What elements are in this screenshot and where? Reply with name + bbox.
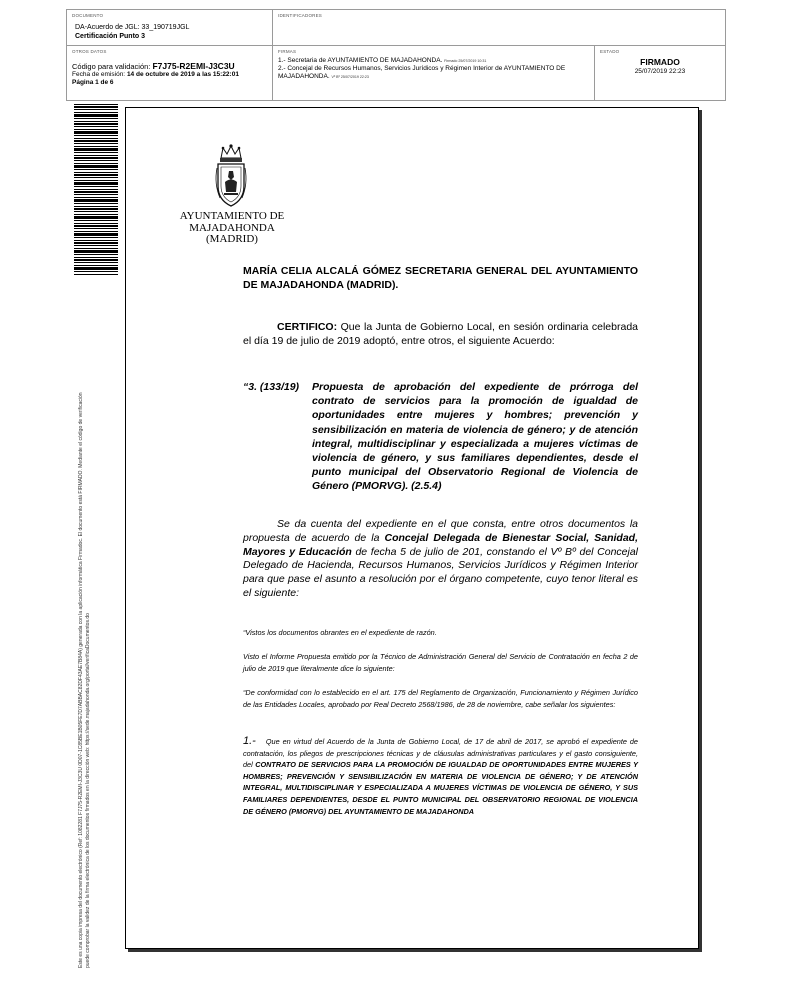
antecedente-1-text: Que en virtud del Acuerdo de la Junta de Gobierno Local, de 17 de abril de 2017, se aprobó el expediente de contratación, los pliegos de prescripciones técnicas y de cláusulas administrativas particulares y el gasto consiguiente, del xyxy=(243,737,638,770)
estado-cell xyxy=(595,46,725,100)
identificadores-cell xyxy=(273,10,725,45)
status-badge: FIRMADO xyxy=(640,57,680,67)
signature-1 xyxy=(278,57,590,65)
page-count: Página 1 de 6 xyxy=(72,79,114,86)
header-row-document xyxy=(66,9,726,46)
signature-1-text: 1.- Secretaria de AYUNTAMIENTO DE MAJADAHONDA. xyxy=(278,57,443,64)
agenda-item-title: Propuesta de aprobación del expediente de prórroga del contrato de servicios para la promoción de igualdad de oportunidades entre mujeres y hombres; prevención y sensibilización en materia de violencia de género; y de atención integral, multidisciplinar y especializada a mujeres víctimas de violencia de género, y sus familiares dependientes, desde el punto municipal del Observatorio Regional de Violencia de Género (PMORVG). (2.5.4) xyxy=(312,381,638,493)
letterhead-line-2: MAJADAHONDA xyxy=(189,221,275,234)
cuenta-text-c: de fecha 5 de julio de 201, constando el Vº Bº del Concejal Delegado de Hacienda, Recursos Humanos, Servicios Jurídicos y Régimen Interior para que pase el asunto a resolución por el órgano competente, cuyo tenor literal es el siguiente: xyxy=(243,545,638,599)
validation-code-label: Código para validación: xyxy=(72,62,151,71)
validation-code xyxy=(72,61,235,71)
coat-of-arms-icon xyxy=(212,144,250,214)
certifico-text: Que la Junta de Gobierno Local, en sesión ordinaria celebrada el día 19 de julio de 2019 adoptó, entre otros, el siguiente Acuerdo: xyxy=(243,321,638,347)
documento-name: DA-Acuerdo de JGL: 33_190719JGL xyxy=(75,24,190,31)
se-da-cuenta-paragraph xyxy=(243,518,638,601)
firmas-label: FIRMAS xyxy=(278,49,297,54)
letterhead xyxy=(162,211,302,246)
letterhead-line-1: AYUNTAMIENTO DE xyxy=(179,210,285,222)
conformidad-paragraph: “De conformidad con lo establecido en el art. 175 del Reglamento de Organización, Funcionamiento y Régimen Jurídico de las Entidades Locales, aprobado por Real Decreto 2568/1986, de 28 de noviembre, cabe señalar los siguientes: xyxy=(243,688,638,709)
agenda-item xyxy=(243,380,638,494)
documento-subtitle: Certificación Punto 3 xyxy=(75,33,146,40)
visto-informe-paragraph: Visto el Informe Propuesta emitido por la Técnico de Administración General del Servicio de Contratación en fecha 2 de julio de 2019 que literalmente dice lo siguiente: xyxy=(243,652,638,673)
signature-1-date: Firmado 25/07/2019 10:31 xyxy=(444,59,487,63)
signature-2-date: Vº Bº 25/07/2019 22:23 xyxy=(331,75,369,79)
validation-code-value[interactable]: F7J75-R2EMI-J3C3U xyxy=(152,61,235,71)
estado-label: ESTADO xyxy=(600,49,620,54)
firmas-cell xyxy=(273,46,595,100)
otros-datos-label: OTROS DATOS xyxy=(72,49,107,54)
antecedente-1-paragraph xyxy=(243,736,638,817)
secretary-heading: MARÍA CELIA ALCALÁ GÓMEZ SECRETARIA GENERAL DEL AYUNTAMIENTO DE MAJADAHONDA (MADRID). xyxy=(243,265,638,291)
emission-date-label: Fecha de emisión: xyxy=(72,71,126,78)
side-text-line-2: puede comprobar la validez de la firma electrónica de los documentos firmados en la dirección web: https://sede.majadahonda.org/portal/verificaDocumentos.do xyxy=(85,613,91,968)
certifico-paragraph xyxy=(243,320,638,348)
certifico-label: CERTIFICO: xyxy=(277,321,338,333)
document-page xyxy=(125,107,699,949)
cuenta-text-a: Se da cuenta del expediente en el que consta, entre otros documentos la propuesta de acuerdo de la xyxy=(243,518,638,544)
status-date: 25/07/2019 22:23 xyxy=(634,68,686,75)
vistos-paragraph: “Vistos los documentos obrantes en el expediente de razón. xyxy=(243,628,437,637)
otros-datos-cell xyxy=(67,46,273,100)
side-verification-text xyxy=(78,278,108,968)
cuenta-text-b: Concejal Delegada de Bienestar Social, Sanidad, Mayores y Educación xyxy=(243,531,638,558)
emission-date-value: 14 de octubre de 2019 a las 15:22:01 xyxy=(126,71,239,78)
barcode xyxy=(74,104,118,276)
side-text-line-1: Este es una copia impresa del documento electrónico (Ref: 1082281 F7J75-R2EMI-J3C3U 0D07-1C85BE1B05FE7D7ABBAC82DF43AE7B84A) generada con la aplicación informática Firmadoc. El documento está FIRMADO. Mediante el código de verificación xyxy=(78,392,84,968)
identificadores-label: IDENTIFICADORES xyxy=(278,13,323,18)
signature-2 xyxy=(278,65,590,81)
header-row-details xyxy=(66,46,726,101)
antecedente-1-number: 1.- xyxy=(243,735,256,747)
letterhead-line-3: (MADRID) xyxy=(206,233,258,245)
emission-date xyxy=(72,71,239,78)
agenda-item-number: “3. (133/19) xyxy=(243,381,300,393)
documento-cell xyxy=(67,10,273,45)
signature-2-text: 2.- Concejal de Recursos Humanos, Servicios Jurídicos y Régimen Interior de AYUNTAMIENTO DE MAJADAHONDA. xyxy=(278,65,566,80)
antecedente-1-contract: CONTRATO DE SERVICIOS PARA LA PROMOCIÓN DE IGUALDAD DE OPORTUNIDADES ENTRE MUJERES Y HOMBRES; PREVENCIÓN Y SENSIBILIZACIÓN EN MATERIA DE VIOLENCIA DE GÉNERO; Y DE ATENCIÓN INTEGRAL, MULTIDISCIPLINAR Y ESPECIALIZADA A MUJERES VÍCTIMAS DE VIOLENCIA DE GÉNERO, Y SUS FAMILIARES DEPENDIENTES, DESDE EL PUNTO MUNICIPAL DEL OBSERVATORIO REGIONAL DE VIOLENCIA DE GÉNERO (PMORVG) DEL AYUNTAMIENTO DE MAJADAHONDA xyxy=(243,760,639,816)
documento-label: DOCUMENTO xyxy=(72,13,104,18)
